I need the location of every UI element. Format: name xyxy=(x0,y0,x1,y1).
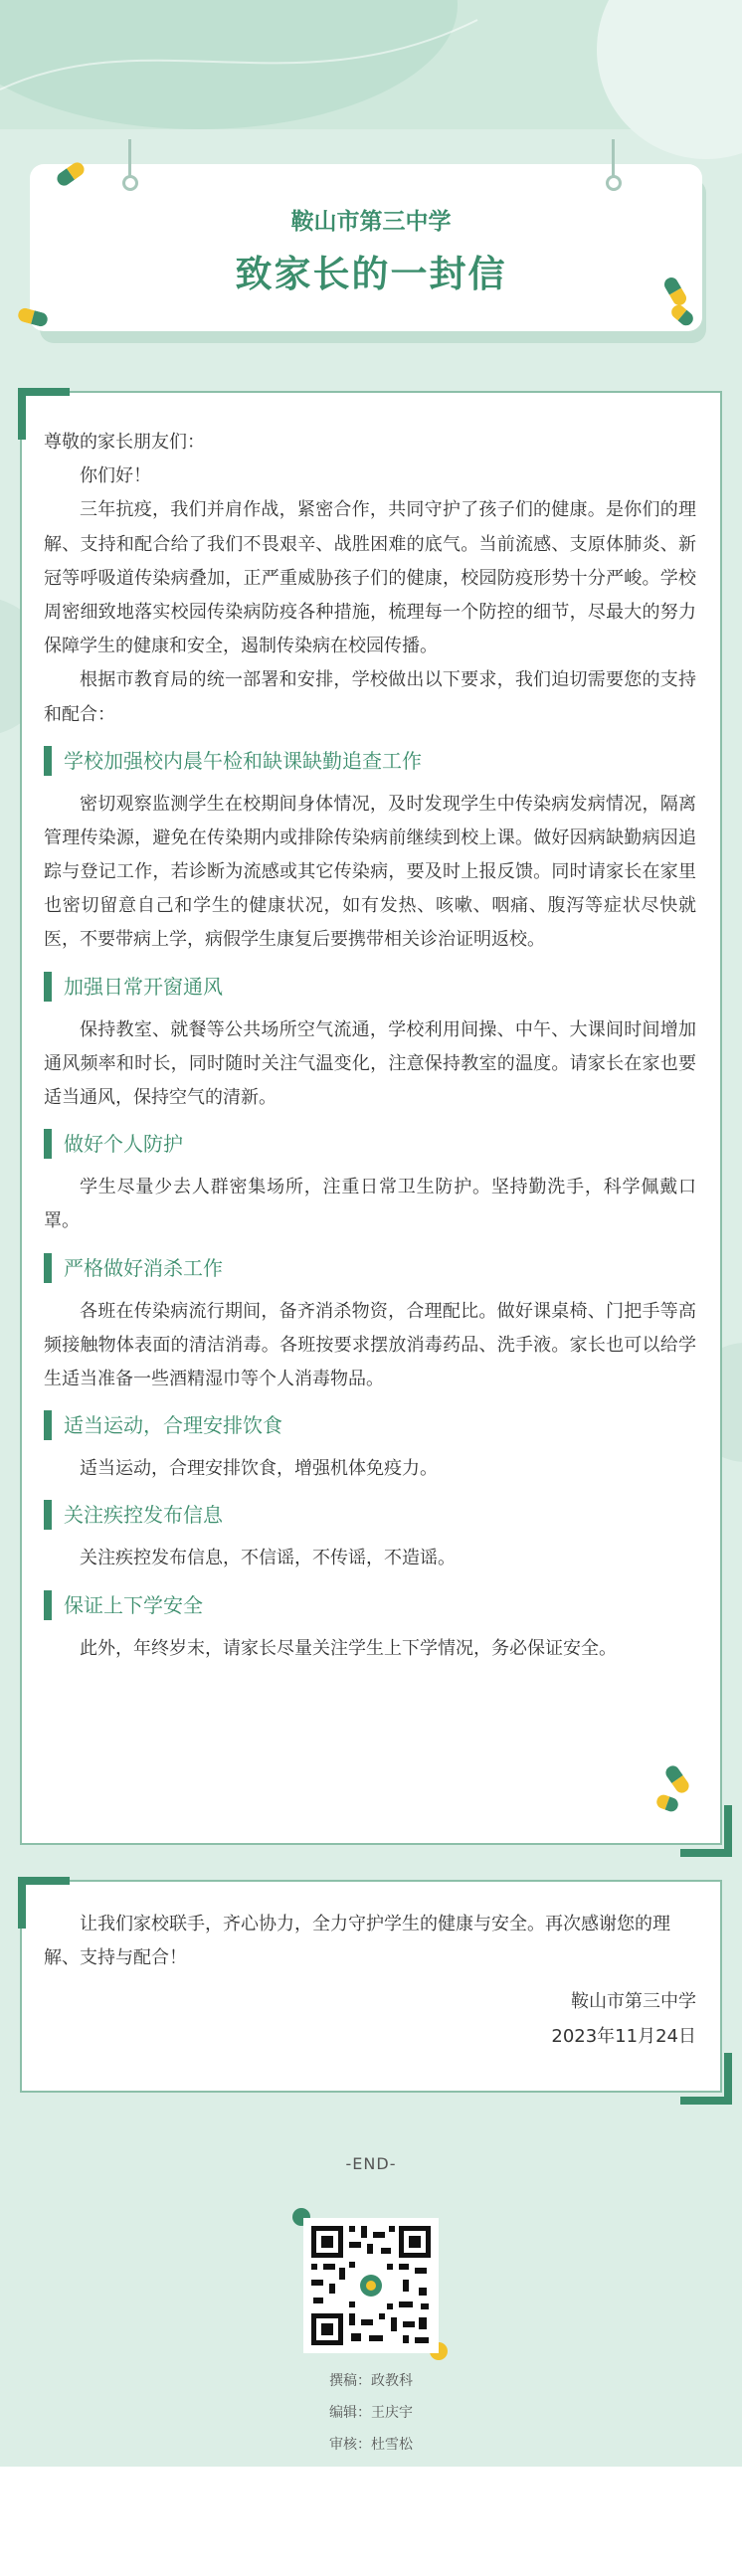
section-heading: 保证上下学安全 xyxy=(44,1590,696,1620)
closing-text: 让我们家校联手，齐心协力，全力守护学生的健康与安全。再次感谢您的理解、支持与配合！ xyxy=(44,1914,670,1969)
credits xyxy=(0,2365,742,2461)
section-heading: 严格做好消杀工作 xyxy=(44,1253,696,1283)
section-heading: 做好个人防护 xyxy=(44,1129,696,1159)
section-body: 适当运动，合理安排饮食，增强机体免疫力。 xyxy=(80,1458,438,1480)
closing-body xyxy=(44,1908,696,2054)
credit-editor: 编辑：王庆宇 xyxy=(329,2405,413,2421)
school-name: 鞍山市第三中学 xyxy=(290,209,452,235)
letter-date: 2023年11月24日 xyxy=(551,2025,696,2047)
hanger-line xyxy=(128,139,131,179)
section-body: 此外，年终岁末，请家长尽量关注学生上下学情况，务必保证安全。 xyxy=(80,1637,617,1659)
end-marker: -END- xyxy=(345,2154,397,2173)
intro-paragraph: 三年抗疫，我们并肩作战，紧密合作，共同守护了孩子们的健康。是你们的理解、支持和配合给了我们不畏艰辛、战胜困难的底气。当前流感、支原体肺炎、新冠等呼吸道传染病叠加，正严重威胁孩子们的健康，校园防疫形势十分严峻。学校周密细致地落实校园传染病防疫各种措施，梳理每一个防控的细节，尽最大的努力保障学生的健康和安全，遏制传染病在校园传播。 xyxy=(44,499,696,657)
section-heading: 加强日常开窗通风 xyxy=(44,972,696,1002)
qr-code[interactable] xyxy=(303,2218,439,2353)
section-heading: 学校加强校内晨午检和缺课缺勤追查工作 xyxy=(44,746,696,776)
intro-paragraph: 根据市教育局的统一部署和安排，学校做出以下要求，我们迫切需要您的支持和配合： xyxy=(44,669,696,725)
letter-body xyxy=(44,426,696,1666)
decor-curve xyxy=(0,0,742,139)
page-title: 致家长的一封信 xyxy=(235,253,507,295)
salutation: 尊敬的家长朋友们： xyxy=(44,432,205,453)
credit-reviewer: 审核：杜雪松 xyxy=(329,2437,413,2453)
section-heading: 关注疾控发布信息 xyxy=(44,1500,696,1530)
qr-code-image xyxy=(303,2218,439,2353)
greeting: 你们好！ xyxy=(80,465,151,487)
credit-writer: 撰稿：政教科 xyxy=(329,2373,413,2389)
corner-decor xyxy=(680,2053,732,2105)
section-body: 密切观察监测学生在校期间身体情况，及时发现学生中传染病发病情况，隔离管理传染源，避免在传染期内或排除传染病前继续到校上课。做好因病缺勤病因追踪与登记工作，若诊断为流感或其它传染病，要及时上报反馈。同时请家长在家里也密切留意自己和学生的健康状况，如有发热、咳嗽、咽痛、腹泻等症状尽快就医，不要带病上学，病假学生康复后要携带相关诊治证明返校。 xyxy=(44,793,696,951)
section-body: 保持教室、就餐等公共场所空气流通，学校利用间操、中午、大课间时间增加通风频率和时长，同时随时关注气温变化，注意保持教室的温度。请家长在家也要适当通风，保持空气的清新。 xyxy=(44,1018,696,1108)
hanger-ring xyxy=(122,175,138,191)
hanger-ring xyxy=(606,175,622,191)
hanger-line xyxy=(612,139,615,179)
corner-decor xyxy=(680,1805,732,1857)
section-body: 学生尽量少去人群密集场所，注重日常卫生防护。坚持勤洗手，科学佩戴口罩。 xyxy=(44,1177,696,1232)
signature: 鞍山市第三中学 xyxy=(571,1991,696,2013)
section-heading: 适当运动，合理安排饮食 xyxy=(44,1410,696,1440)
section-body: 关注疾控发布信息，不信谣，不传谣，不造谣。 xyxy=(80,1548,456,1569)
section-body: 各班在传染病流行期间，备齐消杀物资，合理配比。做好课桌椅、门把手等高频接触物体表面的清洁消毒。各班按要求摆放消毒药品、洗手液。家长也可以给学生适当准备一些酒精湿巾等个人消毒物品。 xyxy=(44,1300,696,1389)
